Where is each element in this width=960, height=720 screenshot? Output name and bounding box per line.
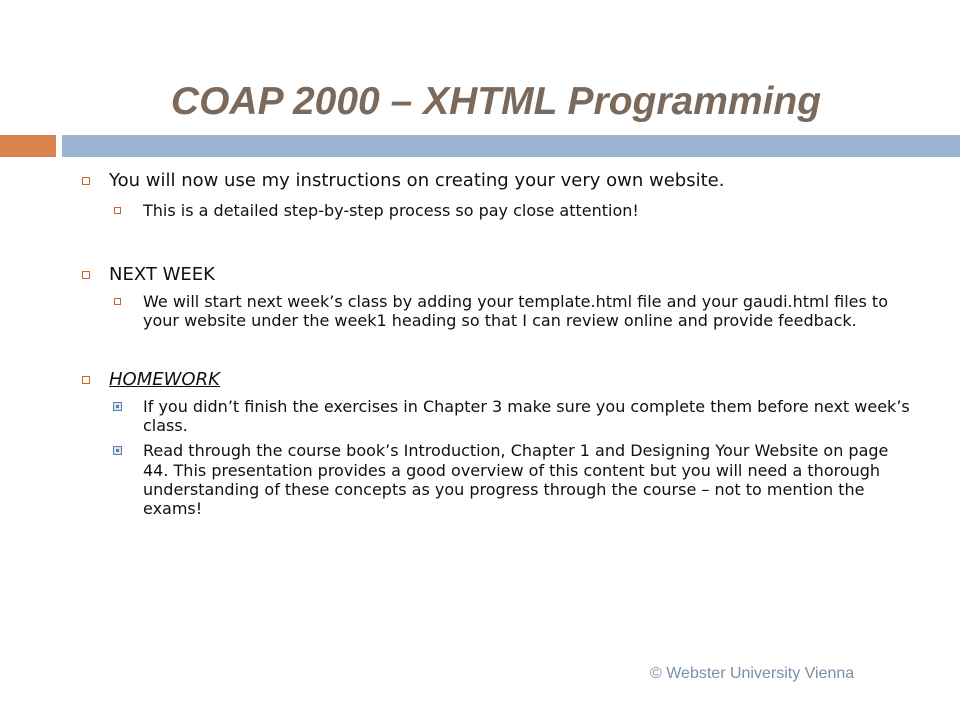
sub-bullet-text: Read through the course book’s Introduction, Chapter 1 and Designing Your Website on page 44. This presentation provides a good overview of this content but you will need a thorough understanding of these concepts as you progress through the course – not to mention the exams! xyxy=(143,441,889,518)
square-bullet-icon xyxy=(82,376,90,384)
sub-bullet-text: We will start next week’s class by adding your template.html file and your gaudi.html files to your website under the week1 heading so that I can review online and provide feedback. xyxy=(143,292,888,331)
bullet-text: NEXT WEEK xyxy=(109,263,215,285)
filled-square-bullet-icon xyxy=(114,447,121,454)
accent-bar-blue xyxy=(62,135,960,157)
square-bullet-icon xyxy=(82,177,90,185)
bullet-2 xyxy=(78,264,918,287)
square-bullet-icon xyxy=(114,207,121,214)
square-bullet-icon xyxy=(114,298,121,305)
sub-bullet-2-1 xyxy=(78,292,918,330)
sub-bullet-3-1 xyxy=(78,397,918,435)
bullet-3 xyxy=(78,369,918,392)
bullet-text: HOMEWORK xyxy=(109,368,220,390)
bullet-text: You will now use my instructions on creating your very own website. xyxy=(109,170,725,191)
copyright-footer: © Webster University Vienna xyxy=(650,665,855,682)
filled-square-bullet-icon xyxy=(114,403,121,410)
accent-bar-orange xyxy=(0,135,56,157)
sub-bullet-text: If you didn’t finish the exercises in Chapter 3 make sure you complete them before next week’s class. xyxy=(143,397,910,436)
slide-content xyxy=(78,170,918,518)
square-bullet-icon xyxy=(82,271,90,279)
sub-bullet-3-2 xyxy=(78,441,918,518)
bullet-1 xyxy=(78,170,918,193)
sub-bullet-text: This is a detailed step-by-step process so pay close attention! xyxy=(143,200,639,220)
slide-title: COAP 2000 – XHTML Programming xyxy=(170,80,822,123)
sub-bullet-1-1 xyxy=(78,201,918,220)
